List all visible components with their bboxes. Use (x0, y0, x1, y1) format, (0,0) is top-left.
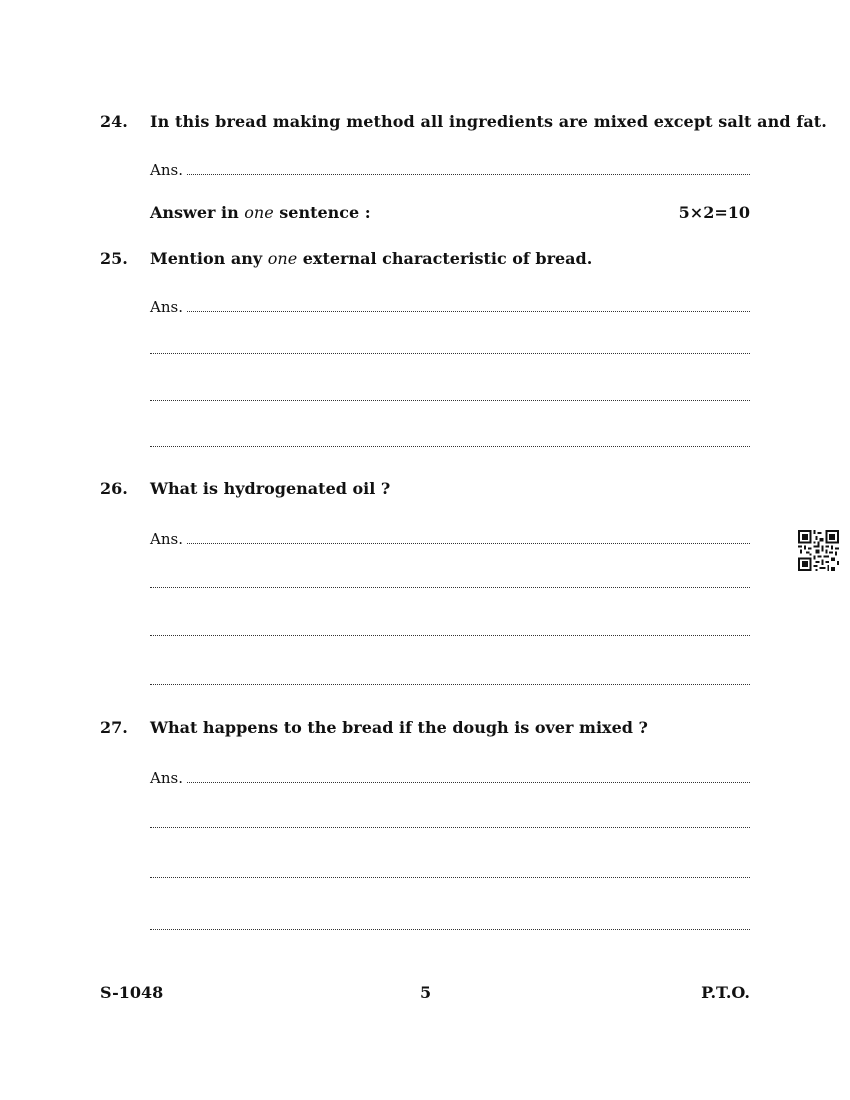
question-number: 24. (100, 112, 128, 131)
qr-code-icon (798, 530, 839, 571)
answer-line[interactable] (150, 352, 750, 354)
paper-code: S-1048 (100, 983, 164, 1002)
question-text: Mention any one external characteristic of bread. (150, 249, 593, 268)
answer-line[interactable] (150, 295, 750, 315)
instruction-text: Answer in one sentence : (150, 203, 371, 222)
answer-dots (187, 173, 750, 175)
answer-line[interactable] (150, 683, 750, 685)
answer-line[interactable] (150, 766, 750, 786)
answer-line[interactable] (150, 527, 750, 547)
please-turn-over: P.T.O. (701, 983, 750, 1002)
question-text: What happens to the bread if the dough is over mixed ? (150, 718, 648, 737)
answer-line[interactable] (150, 634, 750, 636)
answer-dots (187, 310, 750, 312)
question-number: 26. (100, 479, 128, 498)
answer-line[interactable] (150, 876, 750, 878)
answer-line[interactable] (150, 586, 750, 588)
question-text: In this bread making method all ingredients are mixed except salt and fat. (150, 112, 827, 131)
marks-allocation: 5×2=10 (678, 203, 750, 222)
question-number: 25. (100, 249, 128, 268)
answer-label: Ans. (150, 530, 183, 548)
section-instruction (150, 203, 750, 222)
page-number: 5 (420, 983, 432, 1002)
answer-line[interactable] (150, 445, 750, 447)
answer-line[interactable] (150, 399, 750, 401)
answer-line[interactable] (150, 158, 750, 178)
question-number: 27. (100, 718, 128, 737)
answer-line[interactable] (150, 928, 750, 930)
answer-dots (187, 542, 750, 544)
answer-line[interactable] (150, 826, 750, 828)
answer-label: Ans. (150, 769, 183, 787)
answer-label: Ans. (150, 298, 183, 316)
answer-label: Ans. (150, 161, 183, 179)
answer-dots (187, 781, 750, 783)
question-text: What is hydrogenated oil ? (150, 479, 391, 498)
